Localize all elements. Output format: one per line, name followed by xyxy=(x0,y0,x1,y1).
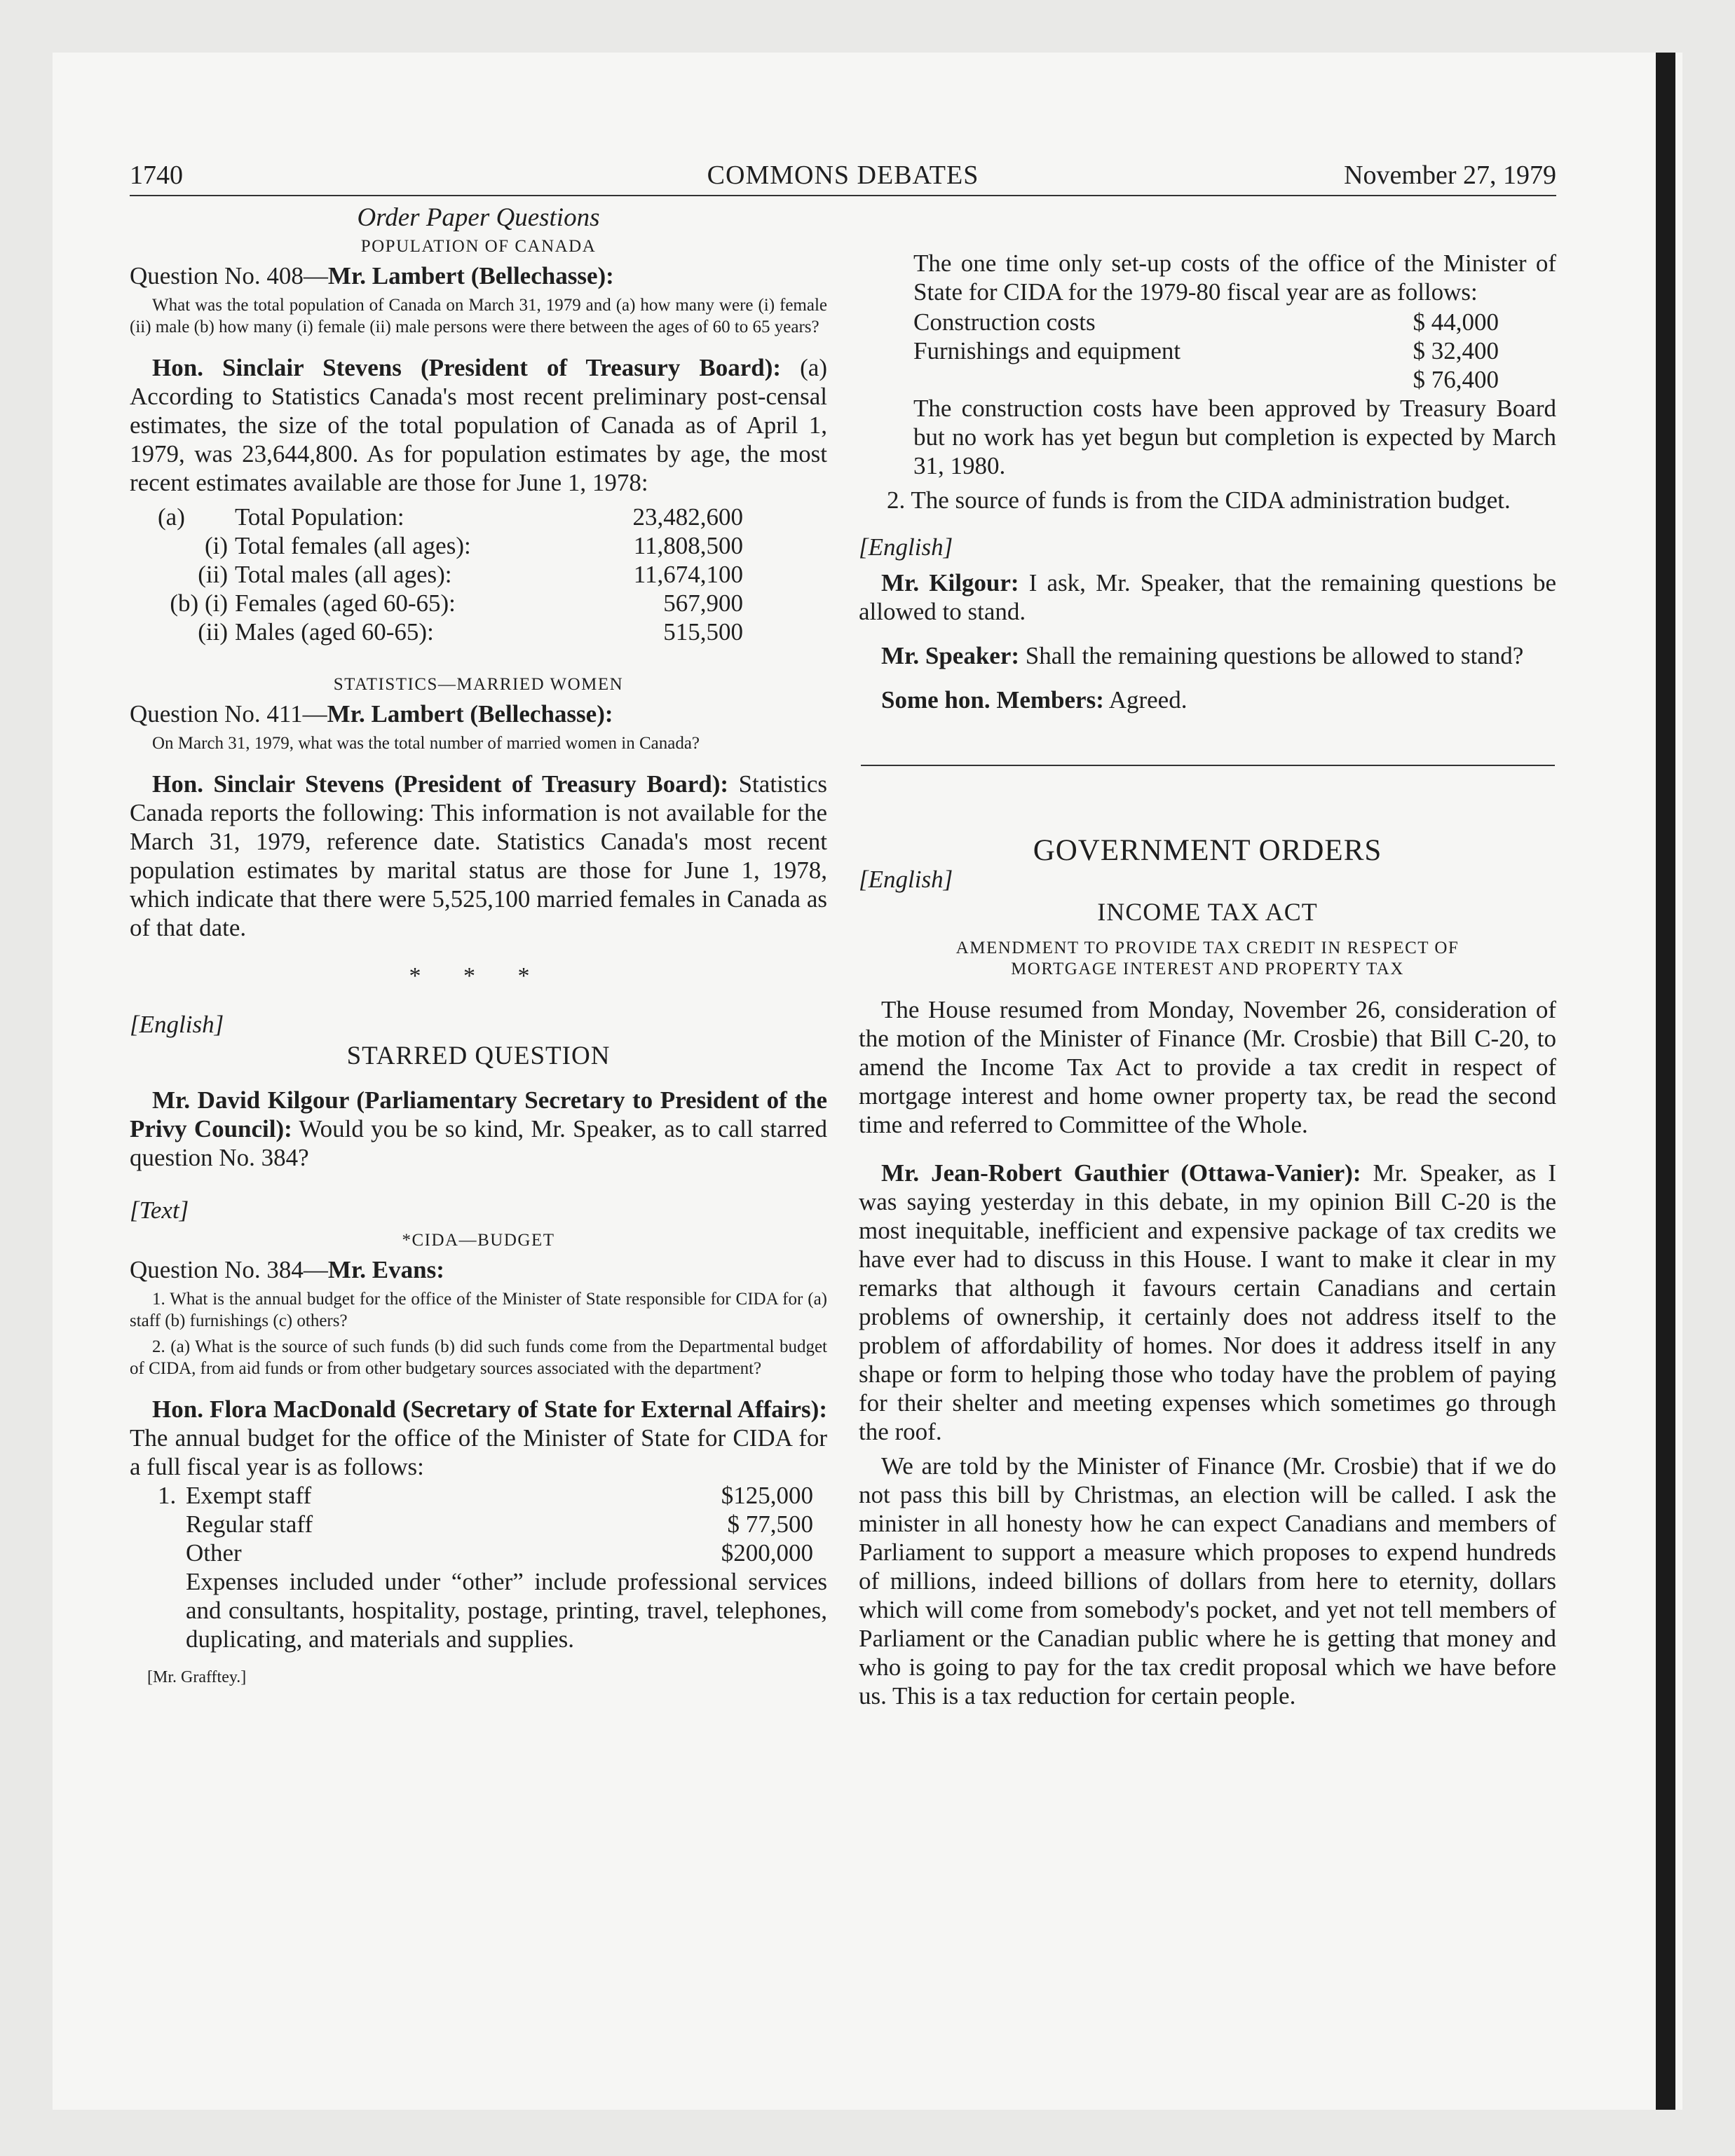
question-384-part-1: 1. What is the annual budget for the office of the Minister of State responsible for CIDA for (a) staff (b) furnishings (c) others? xyxy=(130,1290,827,1330)
language-tag: [English] xyxy=(859,866,953,893)
table-row: 1. Exempt staff $125,000 xyxy=(158,1482,813,1509)
expenses-note: Expenses included under “other” include professional services and consultants, hospitality, postage, printing, travel, telephones, duplicating, and materials and supplies. xyxy=(186,1568,827,1653)
page-header xyxy=(130,160,1556,196)
gauthier-speech: Mr. Jean-Robert Gauthier (Ottawa-Vanier): Mr. Speaker, as I was saying yesterday in this debate, in my opinion Bill C-20 is the most inequitable, inefficient and expensive package of tax credits we have ever had to discuss in this House. I want to make it clear in my remarks that although it favours certain Canadians and certain problems of ownership, it certainly does not address itself to the problem of affordability of homes. Nor does it address itself in any shape or form to helping those who today have the problem of paying for their shelter and meeting expenses which sometimes go through the roof. xyxy=(859,1159,1557,1445)
table-row: Other $200,000 xyxy=(186,1539,813,1567)
table-row: Furnishings and equipment $ 32,400 xyxy=(913,337,1499,364)
right-column xyxy=(859,249,1556,1710)
text-tag: [Text] xyxy=(130,1196,189,1224)
construction-note: The construction costs have been approved by Treasury Board but no work has yet begun but completion is expected by March 31, 1980. xyxy=(913,395,1556,479)
binding-edge-shadow xyxy=(1656,53,1675,2110)
table-row: (ii) Total males (all ages): 11,674,100 xyxy=(198,561,743,588)
publication-date: November 27, 1979 xyxy=(1344,161,1556,190)
setup-costs-intro: The one time only set-up costs of the office of the Minister of State for CIDA for the 1979-80 fiscal year are as follows: xyxy=(913,250,1556,306)
income-tax-act-heading: INCOME TAX ACT xyxy=(1097,898,1318,926)
table-row: Construction costs $ 44,000 xyxy=(913,308,1499,336)
question-384-part-2: 2. (a) What is the source of such funds (b) did such funds come from the Departmental budget of CIDA, from aid funds or from other budgetary sources associated with the department? xyxy=(130,1337,827,1378)
amendment-subheading: AMENDMENT TO PROVIDE TAX CREDIT IN RESPECT OF MORTGAGE INTEREST AND PROPERTY TAX xyxy=(955,939,1460,978)
setup-costs-table xyxy=(913,308,1499,394)
table-row: (a) Total Population: 23,482,600 xyxy=(158,503,743,531)
kilgour-remaining-questions: Mr. Kilgour: I ask, Mr. Speaker, that the remaining questions be allowed to stand. xyxy=(859,569,1556,625)
kilgour-request: Mr. David Kilgour (Parliamentary Secretary to President of the Privy Council): Would you be so kind, Mr. Speaker, as to call starred question No. 384? xyxy=(130,1086,828,1171)
section-divider xyxy=(861,765,1555,766)
question-411-heading: Question No. 411—Mr. Lambert (Bellechasse): xyxy=(130,700,613,728)
language-tag: [English] xyxy=(859,533,953,561)
government-orders-heading: GOVERNMENT ORDERS xyxy=(1033,834,1382,867)
question-384-heading: Question No. 384—Mr. Evans: xyxy=(130,1256,444,1283)
question-408-text: What was the total population of Canada on March 31, 1979 and (a) how many were (i) female (ii) male (b) how many (i) female (ii) male persons were there between the ages of 60 to 65 years? xyxy=(130,296,827,336)
table-row: (i) Total females (all ages): 11,808,500 xyxy=(204,532,743,559)
members-response: Some hon. Members: Agreed. xyxy=(881,686,1188,714)
answer-384: Hon. Flora MacDonald (Secretary of State for External Affairs): The annual budget for the office of the Minister of State for CIDA for a full fiscal year is as follows: xyxy=(130,1396,827,1480)
table-row: (b) (i) Females (aged 60-65): 567,900 xyxy=(170,589,743,617)
section-population-of-canada: POPULATION OF CANADA xyxy=(360,237,597,256)
population-table xyxy=(158,503,743,646)
left-column xyxy=(130,203,827,1692)
section-cida-budget: *CIDA—BUDGET xyxy=(402,1231,555,1250)
source-of-funds: 2. The source of funds is from the CIDA administration budget. xyxy=(887,486,1511,514)
page-number: 1740 xyxy=(130,161,183,190)
house-resumed-paragraph: The House resumed from Monday, November 26, consideration of the motion of the Minister of Finance (Mr. Crosbie) that Bill C-20, to amend the Income Tax Act to provide a tax credit in respect of mortgage interest and home owner property tax, be read the second time and referred to Committee of the Whole. xyxy=(859,996,1556,1138)
question-408-heading: Question No. 408—Mr. Lambert (Bellechasse): xyxy=(130,262,614,289)
speaker-signoff: [Mr. Grafftey.] xyxy=(147,1668,247,1686)
order-paper-heading: Order Paper Questions xyxy=(357,203,600,232)
language-tag: [English] xyxy=(130,1011,224,1038)
answer-408: Hon. Sinclair Stevens (President of Treasury Board): (a) According to Statistics Canada's most recent preliminary post-censal estimates, the size of the total population of Canada as of April 1, 1979, was 23,644,800. As for population estimates by age, the most recent estimates available are those for June 1, 1978: xyxy=(130,354,828,496)
section-married-women: STATISTICS—MARRIED WOMEN xyxy=(333,675,624,694)
annual-budget-table xyxy=(158,1481,813,1567)
gauthier-speech-continued: We are told by the Minister of Finance (Mr. Crosbie) that if we do not pass this bill by Christmas, an election will be called. I ask the minister in all honesty how he can expect Canadians and members of Parliament to support a measure which proposes to expend hundreds of millions, indeed billions of dollars from here to eternity, dollars which will come from somebody's pocket, and yet not tell members of Parliament or the Canadian public where he is getting that money and who is going to pay for the tax credit proposal which we have before us. This is a tax reduction for certain people. xyxy=(859,1452,1556,1710)
starred-question-heading: STARRED QUESTION xyxy=(346,1042,611,1070)
publication-title: COMMONS DEBATES xyxy=(707,161,979,190)
answer-411: Hon. Sinclair Stevens (President of Treasury Board): Statistics Canada reports the following: This information is not available for the March 31, 1979, reference date. Statistics Canada's most recent population estimates by marital status are those for June 1, 1978, which indicate that there were 5,525,100 married females in Canada as of that date. xyxy=(130,770,827,941)
question-411-text: On March 31, 1979, what was the total number of married women in Canada? xyxy=(152,734,700,753)
table-row: (ii) Males (aged 60-65): 515,500 xyxy=(198,618,743,646)
table-row: $ 76,400 xyxy=(1413,366,1499,393)
speaker-question: Mr. Speaker: Shall the remaining questions be allowed to stand? xyxy=(881,642,1524,669)
section-separator-stars: * * * xyxy=(409,963,548,989)
table-row: Regular staff $ 77,500 xyxy=(186,1510,813,1538)
